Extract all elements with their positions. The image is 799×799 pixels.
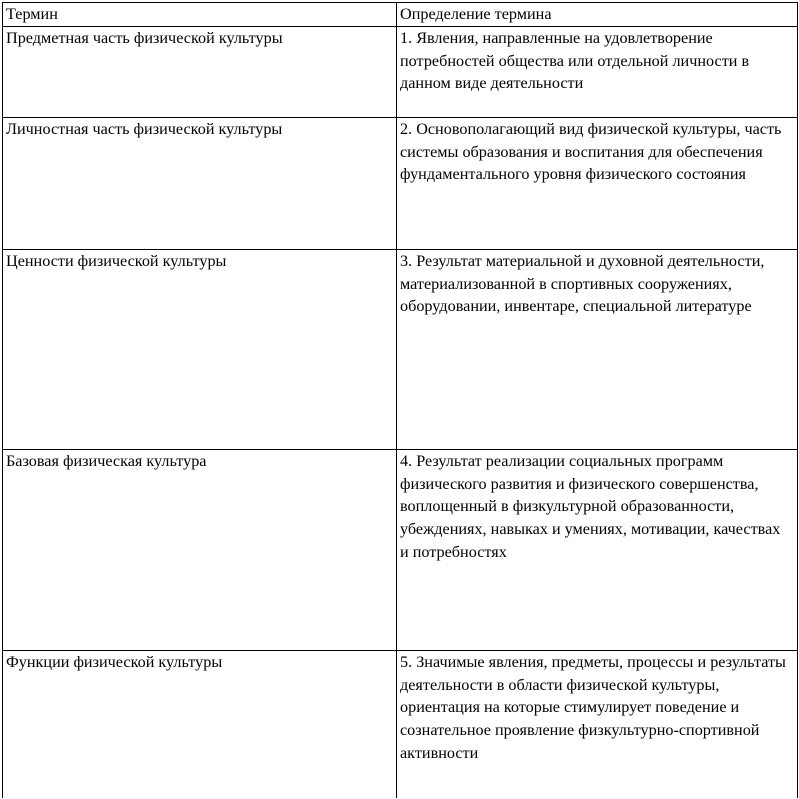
definition-cell: 5. Значимые явления, предметы, процессы и результаты деятельности в области физической культуры, ориентация на которые стимулирует поведение и сознательное проявление физкультурно-спортивной активности — [397, 651, 798, 798]
term-cell: Личностная часть физической культуры — [3, 118, 397, 250]
header-definition: Определение термина — [397, 3, 798, 27]
header-term: Термин — [3, 3, 397, 27]
term-cell: Ценности физической культуры — [3, 250, 397, 450]
table-row — [3, 118, 798, 250]
definition-cell: 1. Явления, направленные на удовлетворение потребностей общества или отдельной личности в данном виде деятельности — [397, 27, 798, 118]
term-cell: Базовая физическая культура — [3, 450, 397, 651]
table-row — [3, 651, 798, 798]
table-row — [3, 27, 798, 118]
definition-cell: 4. Результат реализации социальных программ физического развития и физического совершенства, воплощенный в физкультурной образованности, убеждениях, навыках и умениях, мотивации, качествах и потребностях — [397, 450, 798, 651]
definition-cell: 2. Основополагающий вид физической культуры, часть системы образования и воспитания для обеспечения фундаментального уровня физического состояния — [397, 118, 798, 250]
term-cell: Предметная часть физической культуры — [3, 27, 397, 118]
table-row — [3, 450, 798, 651]
terms-table — [2, 2, 798, 798]
table-row — [3, 250, 798, 450]
table-header-row — [3, 3, 798, 27]
term-cell: Функции физической культуры — [3, 651, 397, 798]
definition-cell: 3. Результат материальной и духовной деятельности, материализованной в спортивных сооружениях, оборудовании, инвентаре, специальной литературе — [397, 250, 798, 450]
